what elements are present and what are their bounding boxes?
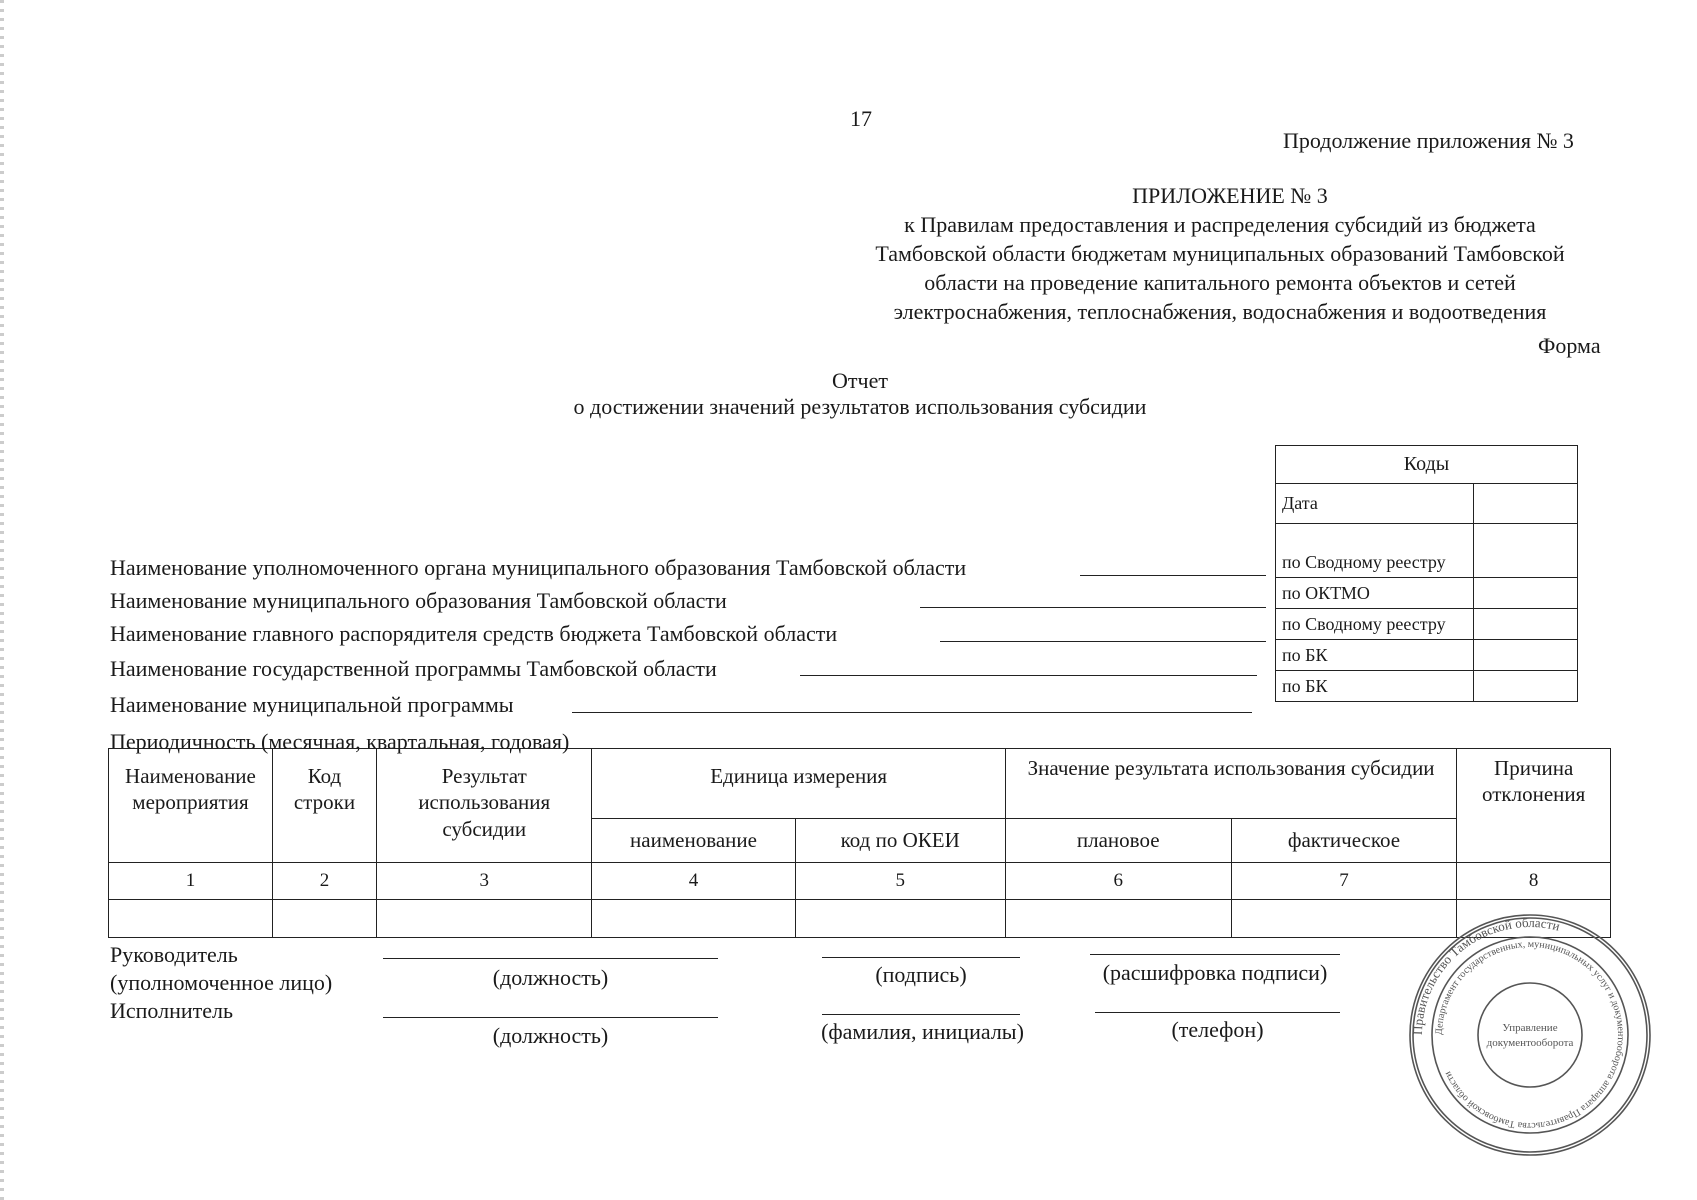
cell-unit-code[interactable] <box>795 899 1005 937</box>
th-value-planned: плановое <box>1005 819 1231 863</box>
report-title: Отчет <box>832 368 888 393</box>
decryption-caption: (расшифровка подписи) <box>1102 960 1328 985</box>
table-row <box>109 899 1611 937</box>
cell-unit-name[interactable] <box>592 899 795 937</box>
codes-oktmo-label: по ОКТМО <box>1276 578 1474 609</box>
col-number: 1 <box>109 863 273 900</box>
field-municipal-program-line[interactable] <box>572 712 1252 713</box>
codes-header: Коды <box>1276 446 1578 484</box>
codes-oktmo-value[interactable] <box>1474 578 1578 609</box>
field-state-program-line[interactable] <box>800 675 1257 676</box>
decryption-line[interactable] <box>1090 954 1340 955</box>
page-number: 17 <box>850 106 872 131</box>
field-state-program-label: Наименование государственной программы Тамбовской области <box>110 656 717 681</box>
periodicity-label: Периодичность (месячная, квартальная, годовая) <box>110 729 570 754</box>
appendix-line: области на проведение капитального ремонта объектов и сетей <box>924 270 1516 295</box>
phone-caption: (телефон) <box>1171 1017 1264 1042</box>
codes-registry-label: по Сводному реестру <box>1276 524 1474 578</box>
seal-center-line2: документооборота <box>1486 1037 1574 1049</box>
seal-middle-text: Департамент государственных, муниципальных услуг и документооборота аппарата Правительства Тамбовской области <box>1433 938 1627 1132</box>
th-value-actual: фактическое <box>1231 819 1457 863</box>
appendix-description <box>820 210 1620 326</box>
field-authority-label: Наименование уполномоченного органа муниципального образования Тамбовской области <box>110 555 967 580</box>
fullname-caption: (фамилия, инициалы) <box>821 1019 1024 1044</box>
signature-line[interactable] <box>822 957 1020 958</box>
scan-edge <box>0 0 4 1200</box>
field-municipal-program-label: Наименование муниципальной программы <box>110 692 514 717</box>
position-line[interactable] <box>383 958 718 959</box>
th-unit-code: код по ОКЕИ <box>795 819 1005 863</box>
cell-planned[interactable] <box>1005 899 1231 937</box>
th-deviation-reason: Причина отклонения <box>1457 749 1611 863</box>
fullname-line[interactable] <box>822 1014 1020 1015</box>
col-number: 4 <box>592 863 795 900</box>
th-subsidy-result: Результат использования субсидии <box>377 749 592 863</box>
seal-center-line1: Управление <box>1502 1022 1558 1034</box>
executor-label: Исполнитель <box>110 998 234 1023</box>
form-label: Форма <box>1538 333 1601 358</box>
th-row-code: Код строки <box>272 749 376 863</box>
cell-result[interactable] <box>377 899 592 937</box>
phone-line[interactable] <box>1095 1012 1340 1013</box>
codes-bk-label: по БК <box>1276 640 1474 671</box>
col-number: 5 <box>795 863 1005 900</box>
head-label: Руководитель <box>110 942 238 967</box>
th-value-group: Значение результата использования субсидии <box>1005 749 1457 819</box>
th-unit-name: наименование <box>592 819 795 863</box>
appendix-line: электроснабжения, теплоснабжения, водоснабжения и водоотведения <box>893 299 1547 324</box>
th-activity-name: Наименование мероприятия <box>109 749 273 863</box>
position-caption: (должность) <box>492 965 609 990</box>
seal-outer-text: Правительство Тамбовской области <box>1409 914 1562 1036</box>
codes-registry-value[interactable] <box>1474 524 1578 578</box>
cell-activity[interactable] <box>109 899 273 937</box>
continuation-label: Продолжение приложения № 3 <box>1283 128 1574 153</box>
codes-date-value[interactable] <box>1474 484 1578 524</box>
results-table <box>108 748 1611 938</box>
codes-bk2-value[interactable] <box>1474 671 1578 702</box>
appendix-line: к Правилам предоставления и распределения субсидий из бюджета <box>904 212 1536 237</box>
col-number: 2 <box>272 863 376 900</box>
field-municipality-line[interactable] <box>920 607 1266 608</box>
codes-bk2-label: по БК <box>1276 671 1474 702</box>
col-number: 8 <box>1457 863 1611 900</box>
codes-registry2-value[interactable] <box>1474 609 1578 640</box>
appendix-line: Тамбовской области бюджетам муниципальных образований Тамбовской <box>875 241 1565 266</box>
col-number: 3 <box>377 863 592 900</box>
field-authority-line[interactable] <box>1080 575 1266 576</box>
codes-table <box>1275 445 1578 702</box>
executor-position-caption: (должность) <box>492 1023 609 1048</box>
appendix-title: ПРИЛОЖЕНИЕ № 3 <box>1132 183 1328 208</box>
cell-row-code[interactable] <box>272 899 376 937</box>
codes-registry2-label: по Сводному реестру <box>1276 609 1474 640</box>
codes-bk-value[interactable] <box>1474 640 1578 671</box>
col-number: 7 <box>1231 863 1457 900</box>
field-municipality-label: Наименование муниципального образования Тамбовской области <box>110 588 727 613</box>
field-distributor-line[interactable] <box>940 641 1266 642</box>
th-unit-group: Единица измерения <box>592 749 1005 819</box>
head-sub-label: (уполномоченное лицо) <box>110 970 333 995</box>
signature-caption: (подпись) <box>875 962 967 987</box>
col-number: 6 <box>1005 863 1231 900</box>
field-distributor-label: Наименование главного распорядителя средств бюджета Тамбовской области <box>110 621 838 646</box>
executor-position-line[interactable] <box>383 1017 718 1018</box>
official-seal-stamp <box>1405 910 1655 1160</box>
codes-date-label: Дата <box>1276 484 1474 524</box>
report-subtitle: о достижении значений результатов использования субсидии <box>573 394 1147 419</box>
